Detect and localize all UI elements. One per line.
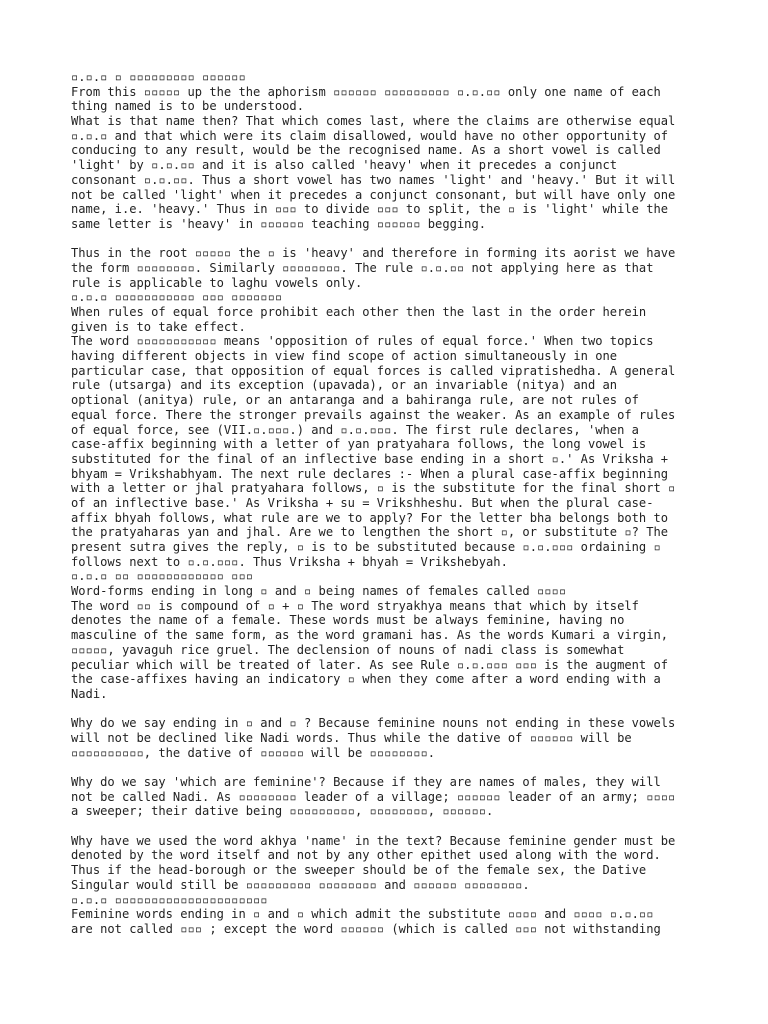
- text-line: When rules of equal force prohibit each other then the last in the order herein: [71, 305, 647, 319]
- text-line: peculiar which will be treated of later. As see Rule ▫.▫.▫▫▫ ▫▫▫ is the augment of: [71, 657, 669, 672]
- text-line: Thus in the root ▫▫▫▫▫ the ▫ is 'heavy' and therefore in forming its aorist we have: [71, 246, 676, 261]
- text-line: of equal force, see (VII.▫.▫▫▫.) and ▫.▫.▫▫▫. The first rule declares, 'when a: [71, 422, 639, 437]
- text-line: not be called 'light' when it precedes a conjunct consonant, but will have only one: [71, 187, 676, 202]
- text-line: denoted by the word itself and not by any other epithet used along with the word.: [71, 848, 661, 863]
- blank-line: [71, 819, 711, 834]
- text-line: a sweeper; their dative being ▫▫▫▫▫▫▫▫▫, ▫▫▫▫▫▫▫▫, ▫▫▫▫▫▫.: [71, 804, 494, 819]
- text-line: will not be declined like Nadi words. Thus while the dative of ▫▫▫▫▫▫ will be: [71, 730, 632, 745]
- text-line: rule (utsarga) and its exception (upavada), or an invariable (nitya) and an: [71, 378, 618, 393]
- text-line: of an inflective base.' As Vriksha + su = Vrikshheshu. But when the plural case-: [71, 495, 654, 510]
- text-line: conducing to any result, would be the recognised name. As a short vowel is called: [71, 143, 661, 158]
- text-line: masculine of the same form, as the word gramani has. As the words Kumari a virgin,: [71, 628, 669, 643]
- text-line: the pratyaharas yan and jhal. Are we to lengthen the short ▫, or substitute ▫? The: [71, 525, 669, 540]
- text-line: ▫▫▫▫▫, yavaguh rice gruel. The declension of nouns of nadi class is somewhat: [71, 642, 625, 657]
- text-line: What is that name then? That which comes last, where the claims are otherwise equal: [71, 114, 676, 129]
- text-line: Nadi.: [71, 686, 108, 701]
- text-line: Word-forms ending in long ▫ and ▫ being names of females called ▫▫▫▫: [71, 584, 567, 599]
- text-line: optional (anitya) rule, or an antaranga and a bahiranga rule, are not rules of: [71, 393, 639, 408]
- text-line: bhyam = Vrikshabhyam. The next rule declares :- When a plural case-affix beginning: [71, 466, 669, 481]
- text-line: Thus if the head-borough or the sweeper should be of the female sex, the Dative: [71, 863, 647, 878]
- text-line: case-affix beginning with a letter of yan pratyahara follows, the long vowel is: [71, 437, 647, 452]
- text-line: thing named is to be understood.: [71, 99, 304, 114]
- text-line: with a letter or jhal pratyahara follows, ▫ is the substitute for the final short ▫: [71, 481, 676, 496]
- text-line: ▫.▫.▫ ▫ ▫▫▫▫▫▫▫▫▫ ▫▫▫▫▫▫: [71, 70, 246, 84]
- text-line: present sutra gives the reply, ▫ is to be substituted because ▫.▫.▫▫▫ ordaining ▫: [71, 540, 661, 554]
- text-line: rule is applicable to laghu vowels only.: [71, 275, 363, 290]
- text-line: consonant ▫.▫.▫▫. Thus a short vowel has two names 'light' and 'heavy.' But it will: [71, 172, 676, 187]
- text-line: equal force. There the stronger prevails against the weaker. As an example of rules: [71, 407, 676, 422]
- text-line: same letter is 'heavy' in ▫▫▫▫▫▫ teaching ▫▫▫▫▫▫ begging.: [71, 216, 487, 231]
- text-line: follows next to ▫.▫.▫▫▫. Thus Vriksha + bhyah = Vrikshebyah.: [71, 554, 508, 569]
- blank-line: [71, 232, 711, 247]
- text-line: not be called Nadi. As ▫▫▫▫▫▫▫▫ leader of a village; ▫▫▫▫▫▫ leader of an army; ▫▫▫▫: [71, 789, 676, 804]
- text-line: are not called ▫▫▫ ; except the word ▫▫▫▫▫▫ (which is called ▫▫▫ not withstanding: [71, 921, 661, 936]
- text-line: ▫.▫.▫ and that which were its claim disallowed, would have no other opportunity of: [71, 128, 669, 143]
- text-line: Why have we used the word akhya 'name' in the text? Because feminine gender must be: [71, 833, 676, 848]
- text-line: ▫.▫.▫ ▫▫▫▫▫▫▫▫▫▫▫▫▫▫▫▫▫▫▫▫▫: [71, 892, 268, 907]
- text-line: Why do we say 'which are feminine'? Because if they are names of males, they will: [71, 775, 661, 789]
- text-line: ▫.▫.▫ ▫▫▫▫▫▫▫▫▫▫▫ ▫▫▫ ▫▫▫▫▫▫▫: [71, 290, 283, 305]
- text-line: ▫▫▫▫▫▫▫▫▫▫, the dative of ▫▫▫▫▫▫ will be ▫▫▫▫▫▫▫▫.: [71, 745, 436, 760]
- text-line: the case-affixes having an indicatory ▫ when they come after a word ending with a: [71, 672, 661, 687]
- text-line: given is to take effect.: [71, 319, 246, 334]
- blank-line: [71, 760, 711, 775]
- document-text: [71, 70, 711, 937]
- text-line: From this ▫▫▫▫▫ up the the aphorism ▫▫▫▫▫▫ ▫▫▫▫▫▫▫▫▫ ▫.▫.▫▫ only one name of each: [71, 84, 661, 99]
- blank-line: [71, 702, 711, 717]
- text-line: 'light' by ▫.▫.▫▫ and it is also called 'heavy' when it precedes a conjunct: [71, 158, 618, 173]
- text-line: Why do we say ending in ▫ and ▫ ? Because feminine nouns not ending in these vowels: [71, 716, 676, 731]
- text-line: denotes the name of a female. These words must be always feminine, having no: [71, 613, 625, 628]
- text-line: Singular would still be ▫▫▫▫▫▫▫▫▫ ▫▫▫▫▫▫▫▫ and ▫▫▫▫▫▫ ▫▫▫▫▫▫▫▫.: [71, 877, 530, 892]
- text-line: having different objects in view find scope of action simultaneously in one: [71, 349, 618, 364]
- text-line: affix bhyah follows, what rule are we to apply? For the letter bha belongs both to: [71, 510, 669, 525]
- text-line: ▫.▫.▫ ▫▫ ▫▫▫▫▫▫▫▫▫▫▫▫ ▫▫▫: [71, 569, 254, 584]
- text-line: name, i.e. 'heavy.' Thus in ▫▫▫ to divide ▫▫▫ to split, the ▫ is 'light' while the: [71, 202, 669, 217]
- text-line: substituted for the final of an inflective base ending in a short ▫.' As Vriksha +: [71, 451, 669, 466]
- text-line: The word ▫▫ is compound of ▫ + ▫ The word stryakhya means that which by itself: [71, 598, 639, 613]
- text-line: particular case, that opposition of equal forces is called vipratishedha. A general: [71, 363, 676, 378]
- text-line: the form ▫▫▫▫▫▫▫▫. Similarly ▫▫▫▫▫▫▫▫. The rule ▫.▫.▫▫ not applying here as that: [71, 260, 654, 275]
- text-line: Feminine words ending in ▫ and ▫ which admit the substitute ▫▫▫▫ and ▫▫▫▫ ▫.▫.▫▫: [71, 907, 654, 922]
- text-line: The word ▫▫▫▫▫▫▫▫▫▫▫ means 'opposition of rules of equal force.' When two topics: [71, 334, 654, 349]
